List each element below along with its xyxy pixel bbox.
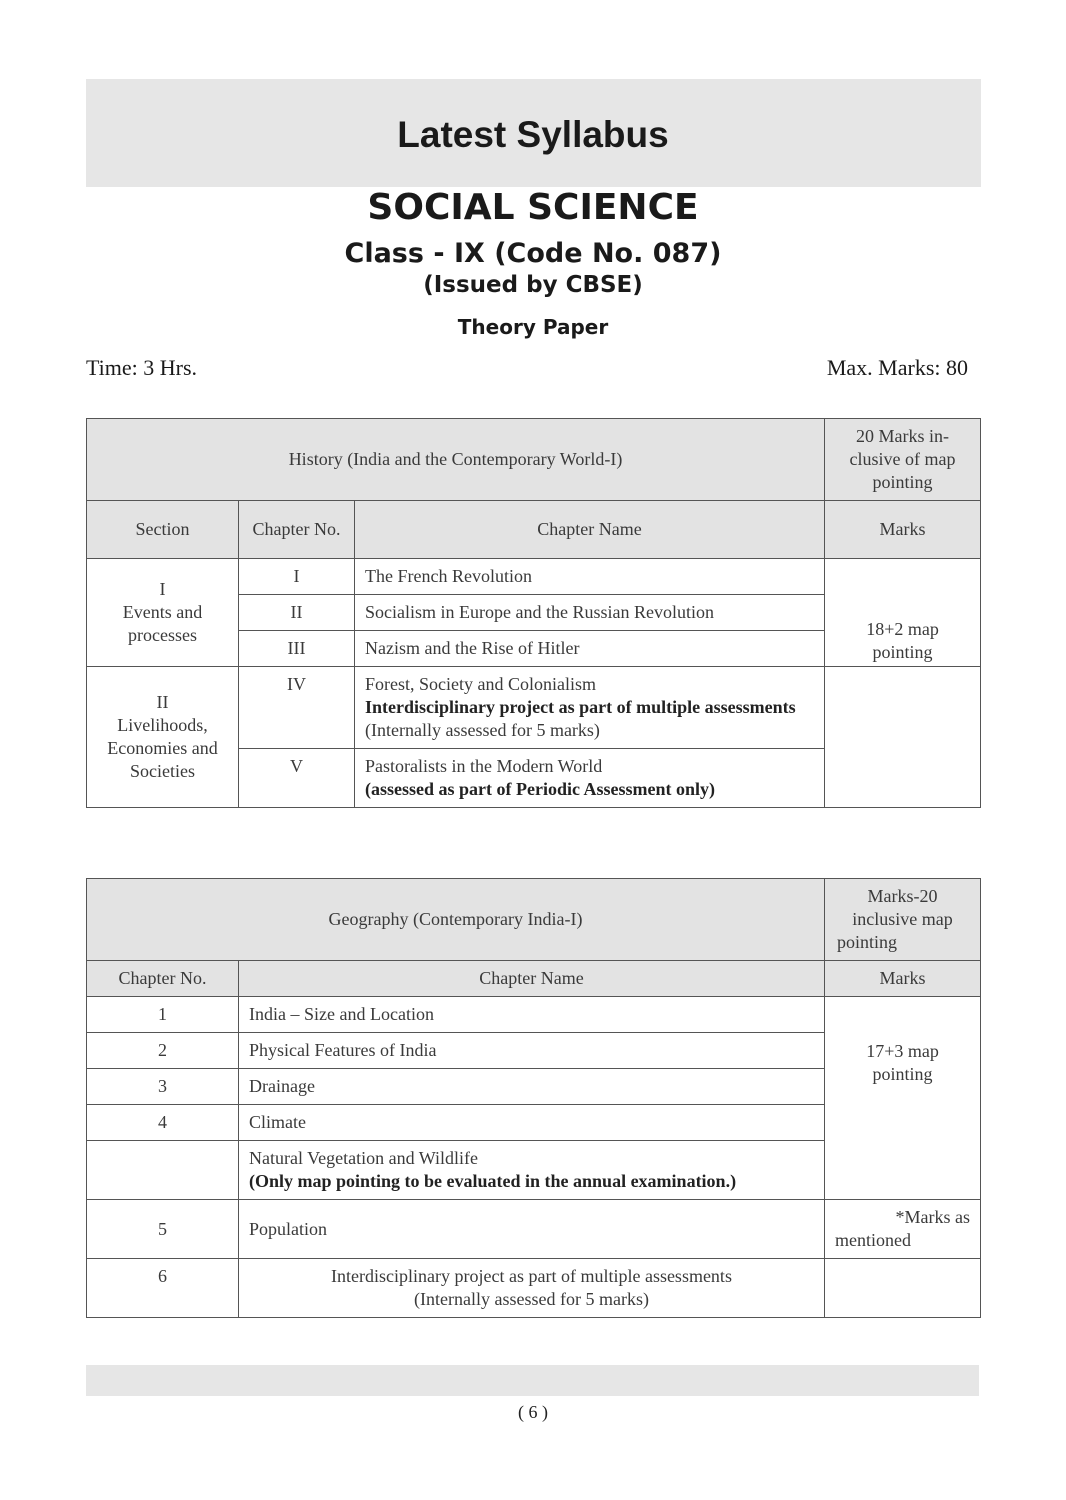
geography-header-row [87,961,981,997]
chapter-name-block [355,667,825,749]
history-marks-value [825,559,981,667]
geography-marks-note-c: pointing [837,932,898,952]
subject-title: SOCIAL SCIENCE [367,187,699,228]
chapter-no: I [239,559,355,595]
history-table [86,418,981,808]
footer-bar [86,1365,979,1396]
table-row [87,997,981,1033]
chapter-no: 1 [87,997,239,1033]
geography-title-row [87,879,981,961]
chapter-name: Interdisciplinary project as part of multiple assessments [331,1266,732,1286]
chapter-name: Socialism in Europe and the Russian Revolution [355,595,825,631]
history-marks-value-a: 18+2 map [866,619,939,639]
chapter-no: 4 [87,1105,239,1141]
chapter-no: V [239,749,355,808]
geography-title: Geography (Contemporary India-I) [87,879,825,961]
chapter-bold-note: Interdisciplinary project as part of multiple assessments [365,697,796,717]
chapter-name-block [355,749,825,808]
population-marks-b: mentioned [835,1230,911,1250]
col-chapter-no: Chapter No. [87,961,239,997]
chapter-name: Pastoralists in the Modern World [365,756,603,776]
section-1-number: I [159,579,166,599]
table-row [87,559,981,595]
chapter-name: Forest, Society and Colonialism [365,674,596,694]
geography-marks-note [825,879,981,961]
col-marks: Marks [825,501,981,559]
history-marks-empty [825,667,981,808]
population-marks-a: *Marks as [895,1207,971,1227]
page-number: ( 6 ) [518,1402,548,1422]
chapter-name: Nazism and the Rise of Hitler [355,631,825,667]
chapter-note: (Internally assessed for 5 marks) [365,720,600,740]
chapter-no: III [239,631,355,667]
section-2-name-a: Livelihoods, [117,715,208,735]
chapter-no: 3 [87,1069,239,1105]
table-row [87,667,981,749]
chapter-no: IV [239,667,355,749]
col-marks: Marks [825,961,981,997]
max-marks: Max. Marks: 80 [826,355,968,380]
chapter-name: Physical Features of India [239,1033,825,1069]
chapter-note: (Internally assessed for 5 marks) [414,1289,649,1309]
time-allowed: Time: 3 Hrs. [86,355,198,380]
chapter-no [87,1141,239,1200]
chapter-name: Population [239,1200,825,1259]
chapter-name: Natural Vegetation and Wildlife [249,1148,479,1168]
col-chapter-name: Chapter Name [355,501,825,559]
history-marks-note [825,419,981,501]
geography-marks-value-b: pointing [872,1064,933,1084]
history-title: History (India and the Contemporary World-I) [87,419,825,501]
history-header-row [87,501,981,559]
table-row [87,1200,981,1259]
banner-title: Latest Syllabus [397,114,669,155]
col-section: Section [87,501,239,559]
spacer [835,1086,970,1156]
class-line: Class - IX (Code No. 087) [344,238,722,269]
chapter-no: 2 [87,1033,239,1069]
chapter-no: 5 [87,1200,239,1259]
chapter-name-block [239,1141,825,1200]
geography-marks-value-a: 17+3 map [866,1041,939,1061]
table-row [87,1259,981,1318]
section-2 [87,667,239,808]
chapter-bold-note: (Only map pointing to be evaluated in the annual examination.) [249,1171,737,1191]
col-chapter-name: Chapter Name [239,961,825,997]
geography-marks-note-a: Marks-20 [867,886,938,906]
empty-marks-cell [825,1259,981,1318]
chapter-no: II [239,595,355,631]
paper-type: Theory Paper [457,315,609,339]
section-2-name-b: Economies and [107,738,218,758]
chapter-no: 6 [87,1259,239,1318]
history-marks-value-b: pointing [872,642,933,662]
section-1-name-a: Events and [122,602,203,622]
section-2-number: II [156,692,169,712]
population-marks [825,1200,981,1259]
geography-marks-value [825,997,981,1200]
chapter-name-block [239,1259,825,1318]
geography-marks-note-b: inclusive map [852,909,953,929]
section-1-name-b: processes [128,625,197,645]
geography-table [86,878,981,1318]
chapter-name: Climate [239,1105,825,1141]
issued-by: (Issued by CBSE) [423,272,643,298]
col-chapter-no: Chapter No. [239,501,355,559]
history-title-row [87,419,981,501]
chapter-name: Drainage [239,1069,825,1105]
chapter-bold-note: (assessed as part of Periodic Assessment only) [365,779,715,799]
chapter-name: The French Revolution [355,559,825,595]
section-1 [87,559,239,667]
history-marks-note-text: 20 Marks in-clusive of map pointing [849,426,956,492]
section-2-name-c: Societies [130,761,195,781]
chapter-name: India – Size and Location [239,997,825,1033]
